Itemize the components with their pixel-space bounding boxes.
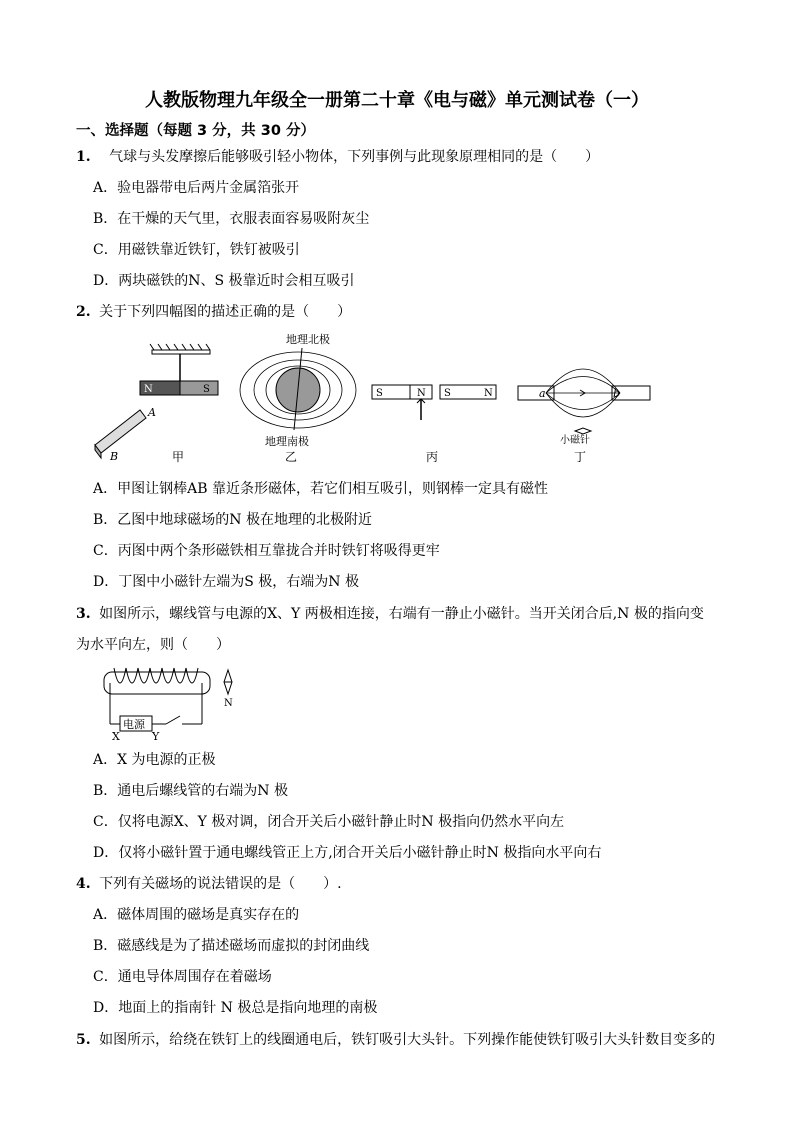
label-rod-a: A xyxy=(148,406,156,419)
question-text: 如图所示，给绕在铁钉上的线圈通电后，铁钉吸引大头针。下列操作能使铁钉吸引大头针数目变多的 xyxy=(99,1032,716,1048)
caption-ding: 丁 xyxy=(574,450,587,464)
page-title: 人教版物理九年级全一册第二十章《电与磁》单元测试卷（一） xyxy=(145,90,649,111)
figure-magnet-diagrams xyxy=(90,330,660,468)
label-n: N xyxy=(144,384,153,395)
question-text: 气球与头发摩擦后能够吸引轻小物体，下列事例与此现象原理相同的是（ ） xyxy=(109,149,600,165)
question-text: 关于下列四幅图的描述正确的是（ ） xyxy=(99,304,352,320)
label-north-pole: 地理北极 xyxy=(286,333,330,346)
option-b: B．磁感线是为了描述磁场而虚拟的封闭曲线 xyxy=(93,938,370,954)
label-a: a xyxy=(539,387,546,400)
question-number: 1. xyxy=(76,149,91,165)
question-5 xyxy=(76,1029,715,1049)
question-number: 2. xyxy=(76,304,91,320)
question-text: 下列有关磁场的说法错误的是（ ）. xyxy=(99,876,342,892)
label-power-source: 电源 xyxy=(123,718,145,731)
diagram-yi xyxy=(240,332,356,464)
option-c: C．用磁铁靠近铁钉，铁钉被吸引 xyxy=(93,242,300,258)
label-s: S xyxy=(203,384,210,395)
label-s: S xyxy=(376,388,383,399)
question-number: 4. xyxy=(76,876,91,892)
question-4 xyxy=(76,873,342,893)
label-x: X xyxy=(112,730,120,742)
question-1 xyxy=(76,146,599,166)
option-a: A．X 为电源的正极 xyxy=(93,752,216,768)
option-d: D．两块磁铁的N、S 极靠近时会相互吸引 xyxy=(93,273,355,289)
figure-solenoid-circuit xyxy=(96,662,246,742)
label-n: N xyxy=(484,388,493,399)
question-text-continued: 为水平向左，则（ ） xyxy=(76,637,230,653)
option-b: B．乙图中地球磁场的N 极在地理的北极附近 xyxy=(93,512,372,528)
caption-bing: 丙 xyxy=(426,450,439,464)
caption-jia: 甲 xyxy=(172,450,185,464)
option-a: A．磁体周围的磁场是真实存在的 xyxy=(93,907,300,923)
label-y: Y xyxy=(152,730,160,742)
label-rod-b: B xyxy=(110,450,119,463)
label-needle: 小磁针 xyxy=(560,435,590,446)
label-needle-n: N xyxy=(224,698,233,709)
option-b: B．在干燥的天气里，衣服表面容易吸附灰尘 xyxy=(93,211,370,227)
option-d: D．地面上的指南针 N 极总是指向地理的南极 xyxy=(93,1000,378,1016)
diagram-ding xyxy=(518,369,650,464)
question-number: 3. xyxy=(76,606,91,622)
label-s: S xyxy=(444,388,451,399)
question-text: 如图所示，螺线管与电源的X、Y 两极相连接，右端有一静止小磁针。当开关闭合后,N 极的指向变 xyxy=(99,606,704,622)
label-n: N xyxy=(417,388,426,399)
option-d: D．丁图中小磁针左端为S 极，右端为N 极 xyxy=(93,574,359,590)
question-number: 5. xyxy=(76,1032,91,1048)
option-d: D．仅将小磁针置于通电螺线管正上方,闭合开关后小磁针静止时N 极指向水平向右 xyxy=(93,845,602,861)
question-3 xyxy=(76,603,704,623)
option-c: C．丙图中两个条形磁铁相互靠拢合并时铁钉将吸得更牢 xyxy=(93,543,440,559)
diagram-bing xyxy=(372,385,496,464)
label-b: b xyxy=(613,387,621,400)
option-a: A．甲图让钢棒AB 靠近条形磁体，若它们相互吸引，则钢棒一定具有磁性 xyxy=(93,481,548,497)
diagram-jia xyxy=(95,344,218,464)
caption-yi: 乙 xyxy=(285,450,298,464)
label-south-pole: 地理南极 xyxy=(265,435,309,448)
option-c: C．通电导体周围存在着磁场 xyxy=(93,969,272,985)
option-a: A．验电器带电后两片金属箔张开 xyxy=(93,180,300,196)
option-c: C．仅将电源X、Y 极对调，闭合开关后小磁针静止时N 极指向仍然水平向左 xyxy=(93,814,565,830)
option-b: B．通电后螺线管的右端为N 极 xyxy=(93,783,288,799)
section-heading: 一、选择题（每题 3 分，共 30 分） xyxy=(76,123,315,139)
question-2 xyxy=(76,301,351,321)
